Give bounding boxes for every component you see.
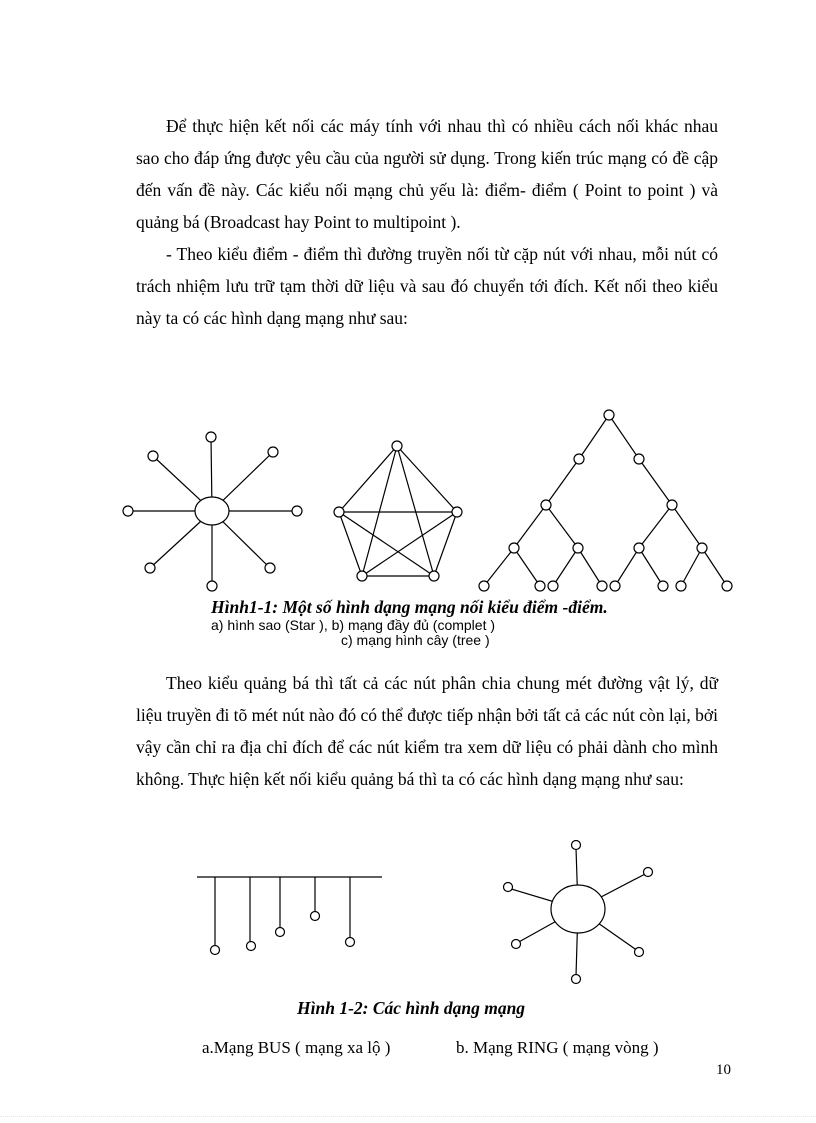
figure-1-title: Hình1-1: Một số hình dạng mạng nối kiểu điểm -điểm. xyxy=(211,597,608,617)
bus-topology-diagram xyxy=(197,877,382,955)
ring-topology-diagram xyxy=(504,841,653,984)
paragraph-broadcast: Theo kiểu quảng bá thì tất cả các nút phân chia chung mét đường vật lý, dữ liệu truyền đi tõ mét nút nào đó có thể được tiếp nhận bởi tất cả các nút còn lại, bởi vậy cần chỉ ra địa chỉ đích để các nút kiểm tra xem dữ liệu có phải dành cho mình không. Thực hiện kết nối kiểu quảng bá thì ta có các hình dạng mạng như sau: xyxy=(136,673,719,789)
figure-2-caption-bus: a.Mạng BUS ( mạng xa lộ ) xyxy=(202,1038,391,1057)
star-topology-diagram xyxy=(123,432,302,591)
page-bottom-rule xyxy=(0,1116,816,1117)
figure-1-caption-line-1: a) hình sao (Star ), b) mạng đầy đủ (complet ) xyxy=(211,617,496,633)
tree-topology-diagram xyxy=(479,410,732,591)
complete-topology-diagram xyxy=(334,441,462,581)
paragraph-point-to-point: - Theo kiểu điểm - điểm thì đường truyền nối từ cặp nút với nhau, mỗi nút có trách nhiệm lưu trữ tạm thời dữ liệu và sau đó chuyển tới đích. Kết nối theo kiểu này ta có các hình dạng mạng như sau: xyxy=(136,244,718,328)
page-number: 10 xyxy=(716,1062,731,1078)
figure-1-caption-line-2: c) mạng hình cây (tree ) xyxy=(341,632,490,648)
figure-2-caption-ring: b. Mạng RING ( mạng vòng ) xyxy=(456,1038,659,1057)
paragraph-intro: Để thực hiện kết nối các máy tính với nhau thì có nhiều cách nối khác nhau sao cho đáp ứng được yêu cầu của người sử dụng. Trong kiến trúc mạng có đề cập đến vấn đề này. Các kiểu nối mạng chủ yếu là: điểm- điểm ( Point to point ) và quảng bá (Broadcast hay Point to multipoint ). xyxy=(136,116,718,232)
figure-2-title: Hình 1-2: Các hình dạng mạng xyxy=(297,998,526,1018)
